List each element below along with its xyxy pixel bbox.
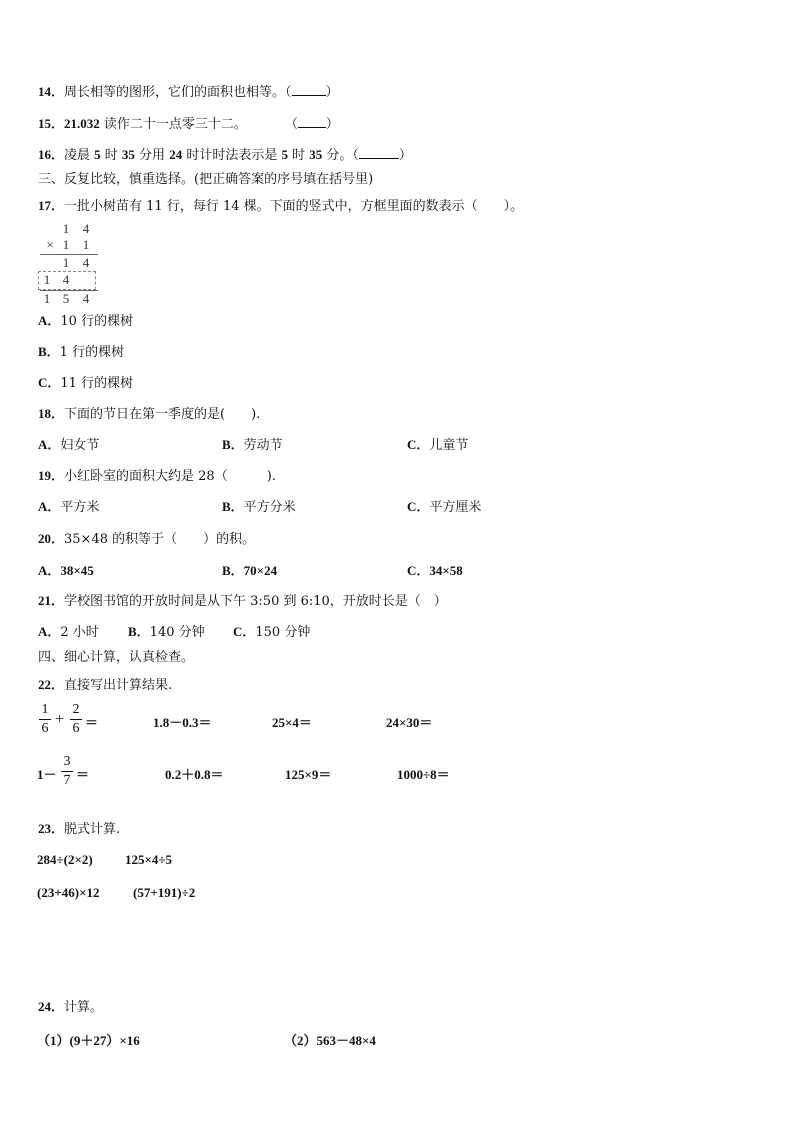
text-part: 时 bbox=[287, 148, 310, 163]
option-b[interactable] bbox=[38, 344, 124, 361]
option-text: 150 分钟 bbox=[255, 625, 311, 640]
option-text: 2 小时 bbox=[60, 625, 99, 640]
question-number: 21． bbox=[38, 593, 65, 608]
question-23 bbox=[38, 821, 120, 838]
option-c[interactable] bbox=[407, 563, 463, 580]
question-text: 下面的节日在第一季度的是( ). bbox=[64, 407, 261, 422]
fraction-2-6 bbox=[70, 702, 82, 737]
question-text: 读作二十一点零三十二。 bbox=[99, 117, 247, 132]
numerator: 1 bbox=[41, 702, 49, 717]
denominator: 6 bbox=[41, 721, 49, 736]
option-text: 平方厘米 bbox=[429, 500, 482, 515]
number-value: 5 bbox=[94, 147, 101, 162]
times-sign: × bbox=[46, 237, 54, 252]
question-21 bbox=[38, 593, 447, 610]
option-a[interactable] bbox=[38, 313, 133, 330]
option-label: B． bbox=[222, 437, 244, 452]
question-20 bbox=[38, 531, 255, 548]
paren-open: （ bbox=[284, 117, 298, 132]
option-text: 38×45 bbox=[60, 563, 94, 578]
numerator: 3 bbox=[63, 754, 71, 769]
digit: 4 bbox=[62, 272, 70, 287]
option-label: A． bbox=[38, 437, 61, 452]
digit: 1 bbox=[62, 221, 70, 236]
paren-close: ） bbox=[325, 117, 339, 132]
question-22 bbox=[38, 677, 172, 694]
expression: （2）563－48×4 bbox=[284, 1033, 376, 1048]
option-text: 平方分米 bbox=[243, 500, 296, 515]
digit: 4 bbox=[82, 221, 90, 236]
question-14 bbox=[38, 84, 339, 101]
option-label: A． bbox=[38, 624, 61, 639]
question-text: 直接写出计算结果. bbox=[64, 678, 173, 693]
expression: 1000÷8＝ bbox=[397, 767, 450, 782]
section-3-heading: 三、反复比较，慎重选择。(把正确答案的序号填在括号里) bbox=[38, 172, 374, 187]
option-label: C． bbox=[38, 375, 61, 390]
text-part: 时计时法表示是 bbox=[182, 148, 282, 163]
answer-blank[interactable] bbox=[359, 147, 399, 159]
denominator: 7 bbox=[63, 773, 71, 788]
option-text: 11 行的棵树 bbox=[60, 376, 134, 391]
option-label: C． bbox=[407, 499, 430, 514]
question-number: 19． bbox=[38, 468, 65, 483]
option-text: 妇女节 bbox=[60, 438, 100, 453]
option-a[interactable] bbox=[38, 499, 99, 516]
digit: 1 bbox=[43, 272, 51, 287]
question-text: 一批小树苗有 11 行，每行 14 棵。下面的竖式中，方框里面的数表示（ ）。 bbox=[64, 199, 524, 214]
paren-close: ） bbox=[398, 148, 412, 163]
text-part: 凌晨 bbox=[64, 148, 95, 163]
option-b[interactable] bbox=[222, 563, 277, 580]
question-text: 计算。 bbox=[64, 1000, 104, 1015]
option-b[interactable] bbox=[222, 499, 296, 516]
option-a[interactable] bbox=[38, 624, 99, 641]
text-part: 时 bbox=[100, 148, 122, 163]
option-b[interactable] bbox=[222, 437, 283, 454]
vertical-multiplication bbox=[38, 221, 102, 309]
number-value: 35 bbox=[309, 147, 323, 162]
question-number: 15． bbox=[38, 116, 65, 131]
option-label: B． bbox=[222, 499, 244, 514]
option-label: A． bbox=[38, 563, 61, 578]
expression-prefix: 1－ bbox=[37, 767, 57, 782]
option-text: 劳动节 bbox=[243, 438, 283, 453]
option-text: 10 行的棵树 bbox=[60, 314, 134, 329]
text-part: 分。（ bbox=[322, 148, 359, 163]
expression: 125×4÷5 bbox=[125, 852, 173, 867]
option-text: 儿童节 bbox=[429, 438, 469, 453]
option-text: 70×24 bbox=[243, 563, 278, 578]
digit: 1 bbox=[62, 255, 70, 270]
expression: 0.2＋0.8＝ bbox=[165, 767, 224, 782]
question-text: 35×48 的积等于（ ）的积。 bbox=[64, 532, 256, 547]
option-b[interactable] bbox=[128, 624, 205, 641]
number-value: 35 bbox=[121, 147, 135, 162]
question-text: 学校图书馆的开放时间是从下午 3:50 到 6:10，开放时长是（ ） bbox=[64, 594, 447, 609]
question-number: 20． bbox=[38, 531, 65, 546]
option-label: C． bbox=[407, 563, 430, 578]
question-24 bbox=[38, 999, 103, 1016]
question-number: 23． bbox=[38, 821, 65, 836]
option-text: 140 分钟 bbox=[149, 625, 205, 640]
expression: (57+191)÷2 bbox=[133, 885, 196, 900]
number-value: 5 bbox=[281, 147, 288, 162]
section-4-heading: 四、细心计算，认真检查。 bbox=[38, 650, 195, 665]
option-c[interactable] bbox=[233, 624, 310, 641]
expression: 25×4＝ bbox=[272, 715, 312, 730]
expression: 1.8－0.3＝ bbox=[153, 715, 212, 730]
option-label: C． bbox=[407, 437, 430, 452]
question-number: 18． bbox=[38, 406, 65, 421]
question-number: 14． bbox=[38, 84, 65, 99]
question-number: 17． bbox=[38, 198, 65, 213]
question-19 bbox=[38, 468, 276, 485]
option-c[interactable] bbox=[407, 437, 468, 454]
paren-close: ） bbox=[325, 85, 339, 100]
number-value: 24 bbox=[169, 147, 183, 162]
question-18 bbox=[38, 406, 260, 423]
question-17 bbox=[38, 198, 523, 215]
expression: 24×30＝ bbox=[386, 715, 433, 730]
option-label: B． bbox=[38, 344, 60, 359]
question-16 bbox=[38, 147, 412, 164]
expression: 284÷(2×2) bbox=[37, 852, 93, 867]
digit: 1 bbox=[82, 237, 90, 252]
option-label: A． bbox=[38, 313, 61, 328]
equals-sign: ＝ bbox=[76, 767, 90, 782]
expression: （1）(9＋27）×16 bbox=[37, 1033, 140, 1048]
option-label: A． bbox=[38, 499, 61, 514]
question-number: 24． bbox=[38, 999, 65, 1014]
option-label: B． bbox=[128, 624, 150, 639]
answer-blank[interactable] bbox=[292, 84, 326, 96]
option-c[interactable] bbox=[38, 375, 133, 392]
option-text: 1 行的棵树 bbox=[59, 345, 125, 360]
option-a[interactable] bbox=[38, 563, 94, 580]
digit: 5 bbox=[62, 291, 70, 306]
option-label: B． bbox=[222, 563, 244, 578]
option-text: 34×58 bbox=[429, 563, 463, 578]
question-number: 22． bbox=[38, 677, 65, 692]
number-value: 21.032 bbox=[64, 116, 100, 131]
option-text: 平方米 bbox=[60, 500, 100, 515]
plus-sign: + bbox=[55, 711, 65, 728]
fraction-3-7 bbox=[61, 754, 73, 789]
numerator: 2 bbox=[72, 702, 80, 717]
option-label: C． bbox=[233, 624, 256, 639]
option-c[interactable] bbox=[407, 499, 481, 516]
denominator: 6 bbox=[72, 721, 80, 736]
expression: 125×9＝ bbox=[285, 767, 332, 782]
question-text: 小红卧室的面积大约是 28（ ). bbox=[64, 469, 276, 484]
expression: (23+46)×12 bbox=[37, 885, 100, 900]
answer-blank[interactable] bbox=[298, 116, 326, 128]
question-text: 脱式计算. bbox=[64, 822, 121, 837]
question-text: 周长相等的图形，它们的面积也相等。（ bbox=[64, 85, 292, 100]
digit: 4 bbox=[82, 291, 90, 306]
digit: 1 bbox=[43, 291, 51, 306]
digit: 1 bbox=[62, 237, 70, 252]
option-a[interactable] bbox=[38, 437, 99, 454]
equals-sign: ＝ bbox=[85, 715, 99, 730]
text-part: 分用 bbox=[134, 148, 170, 163]
digit: 4 bbox=[82, 255, 90, 270]
question-number: 16． bbox=[38, 147, 65, 162]
question-15 bbox=[38, 116, 339, 133]
fraction-1-6 bbox=[39, 702, 51, 737]
